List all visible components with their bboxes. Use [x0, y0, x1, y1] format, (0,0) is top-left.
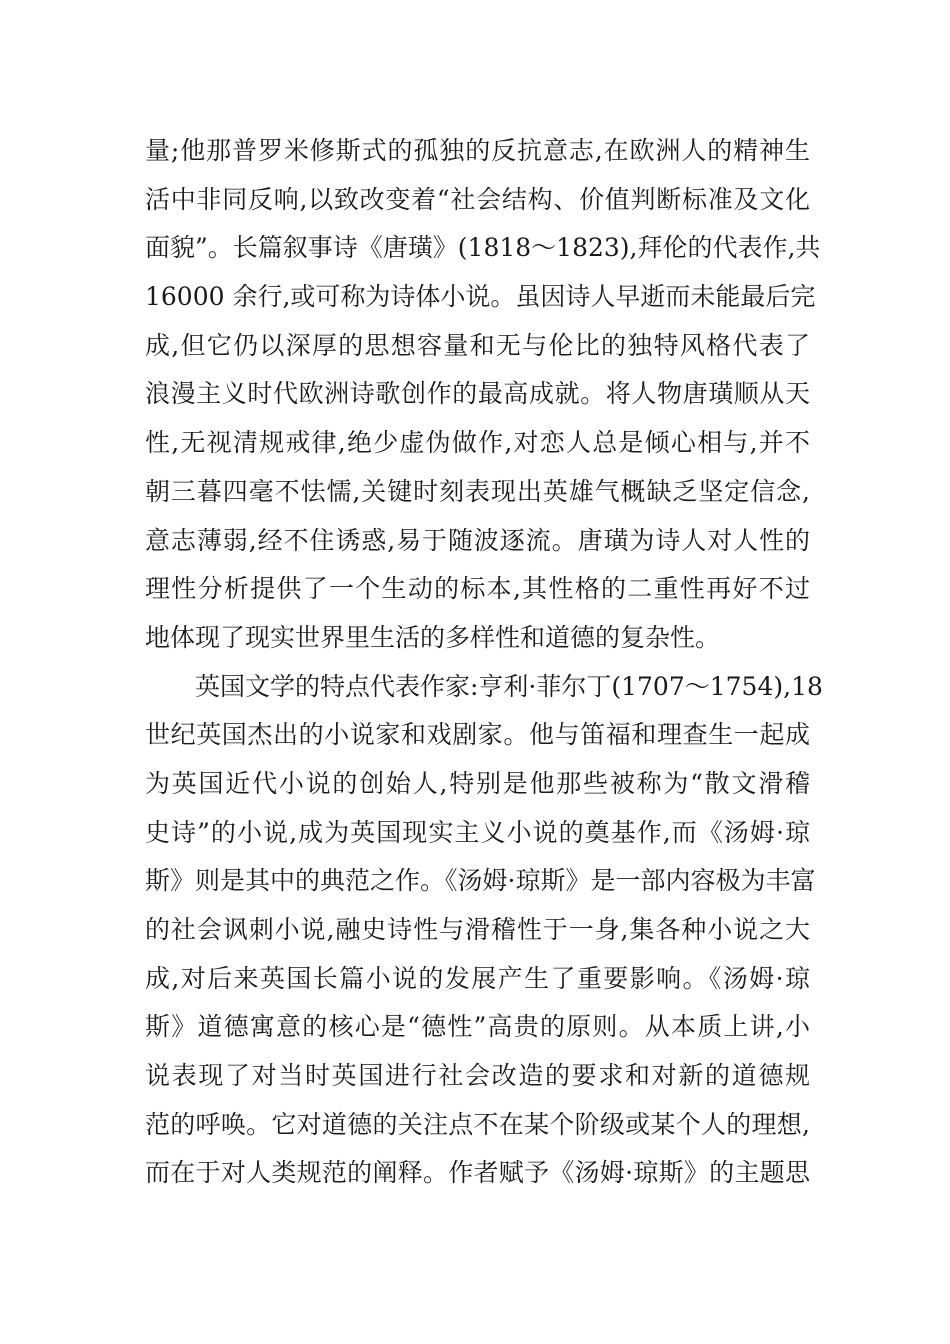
text-line: 理性分析提供了一个生动的标本,其性格的二重性再好不过: [145, 574, 810, 604]
text-line: 朝三暮四毫不怯懦,关键时刻表现出英雄气概缺乏坚定信念,: [145, 476, 810, 506]
paragraph-start-line: 英国文学的特点代表作家:亨利·菲尔丁(1707～1754),18: [195, 671, 823, 701]
text-line: 活中非同反响,以致改变着“社会结构、价值判断标准及文化: [145, 184, 810, 214]
text-line: 斯》道德寓意的核心是“德性”高贵的原则。从本质上讲,小: [145, 1012, 810, 1042]
text-line: 史诗”的小说,成为英国现实主义小说的奠基作,而《汤姆·琼: [145, 817, 810, 847]
text-line: 意志薄弱,经不住诱惑,易于随波逐流。唐璜为诗人对人性的: [145, 525, 810, 555]
text-line: 成,对后来英国长篇小说的发展产生了重要影响。《汤姆·琼: [145, 963, 810, 993]
text-line: 范的呼唤。它对道德的关注点不在某个阶级或某个人的理想,: [145, 1109, 810, 1139]
text-line: 量;他那普罗米修斯式的孤独的反抗意志,在欧洲人的精神生: [145, 136, 810, 165]
text-line: 面貌”。长篇叙事诗《唐璜》(1818～1823),拜伦的代表作,共: [145, 233, 821, 263]
text-line: 性,无视清规戒律,绝少虚伪做作,对恋人总是倾心相与,并不: [145, 428, 810, 458]
text-line: 说表现了对当时英国进行社会改造的要求和对新的道德规: [145, 1061, 810, 1091]
text-line: 世纪英国杰出的小说家和戏剧家。他与笛福和理查生一起成: [145, 720, 810, 750]
text-line: 斯》则是其中的典范之作。《汤姆·琼斯》是一部内容极为丰富: [145, 866, 816, 896]
text-line: 成,但它仍以深厚的思想容量和无与伦比的独特风格代表了: [145, 330, 810, 360]
text-line: 16000 余行,或可称为诗体小说。虽因诗人早逝而未能最后完: [145, 282, 816, 312]
paragraph-end-line: 地体现了现实世界里生活的多样性和道德的复杂性。: [145, 622, 721, 652]
text-line: 而在于对人类规范的阐释。作者赋予《汤姆·琼斯》的主题思: [145, 1158, 810, 1188]
text-line: 的社会讽刺小说,融史诗性与滑稽性于一身,集各种小说之大: [145, 915, 810, 944]
text-line: 浪漫主义时代欧洲诗歌创作的最高成就。将人物唐璜顺从天: [145, 379, 810, 409]
body-text: [145, 127, 823, 1198]
text-line: 为英国近代小说的创始人,特别是他那些被称为“散文滑稽: [145, 768, 810, 798]
